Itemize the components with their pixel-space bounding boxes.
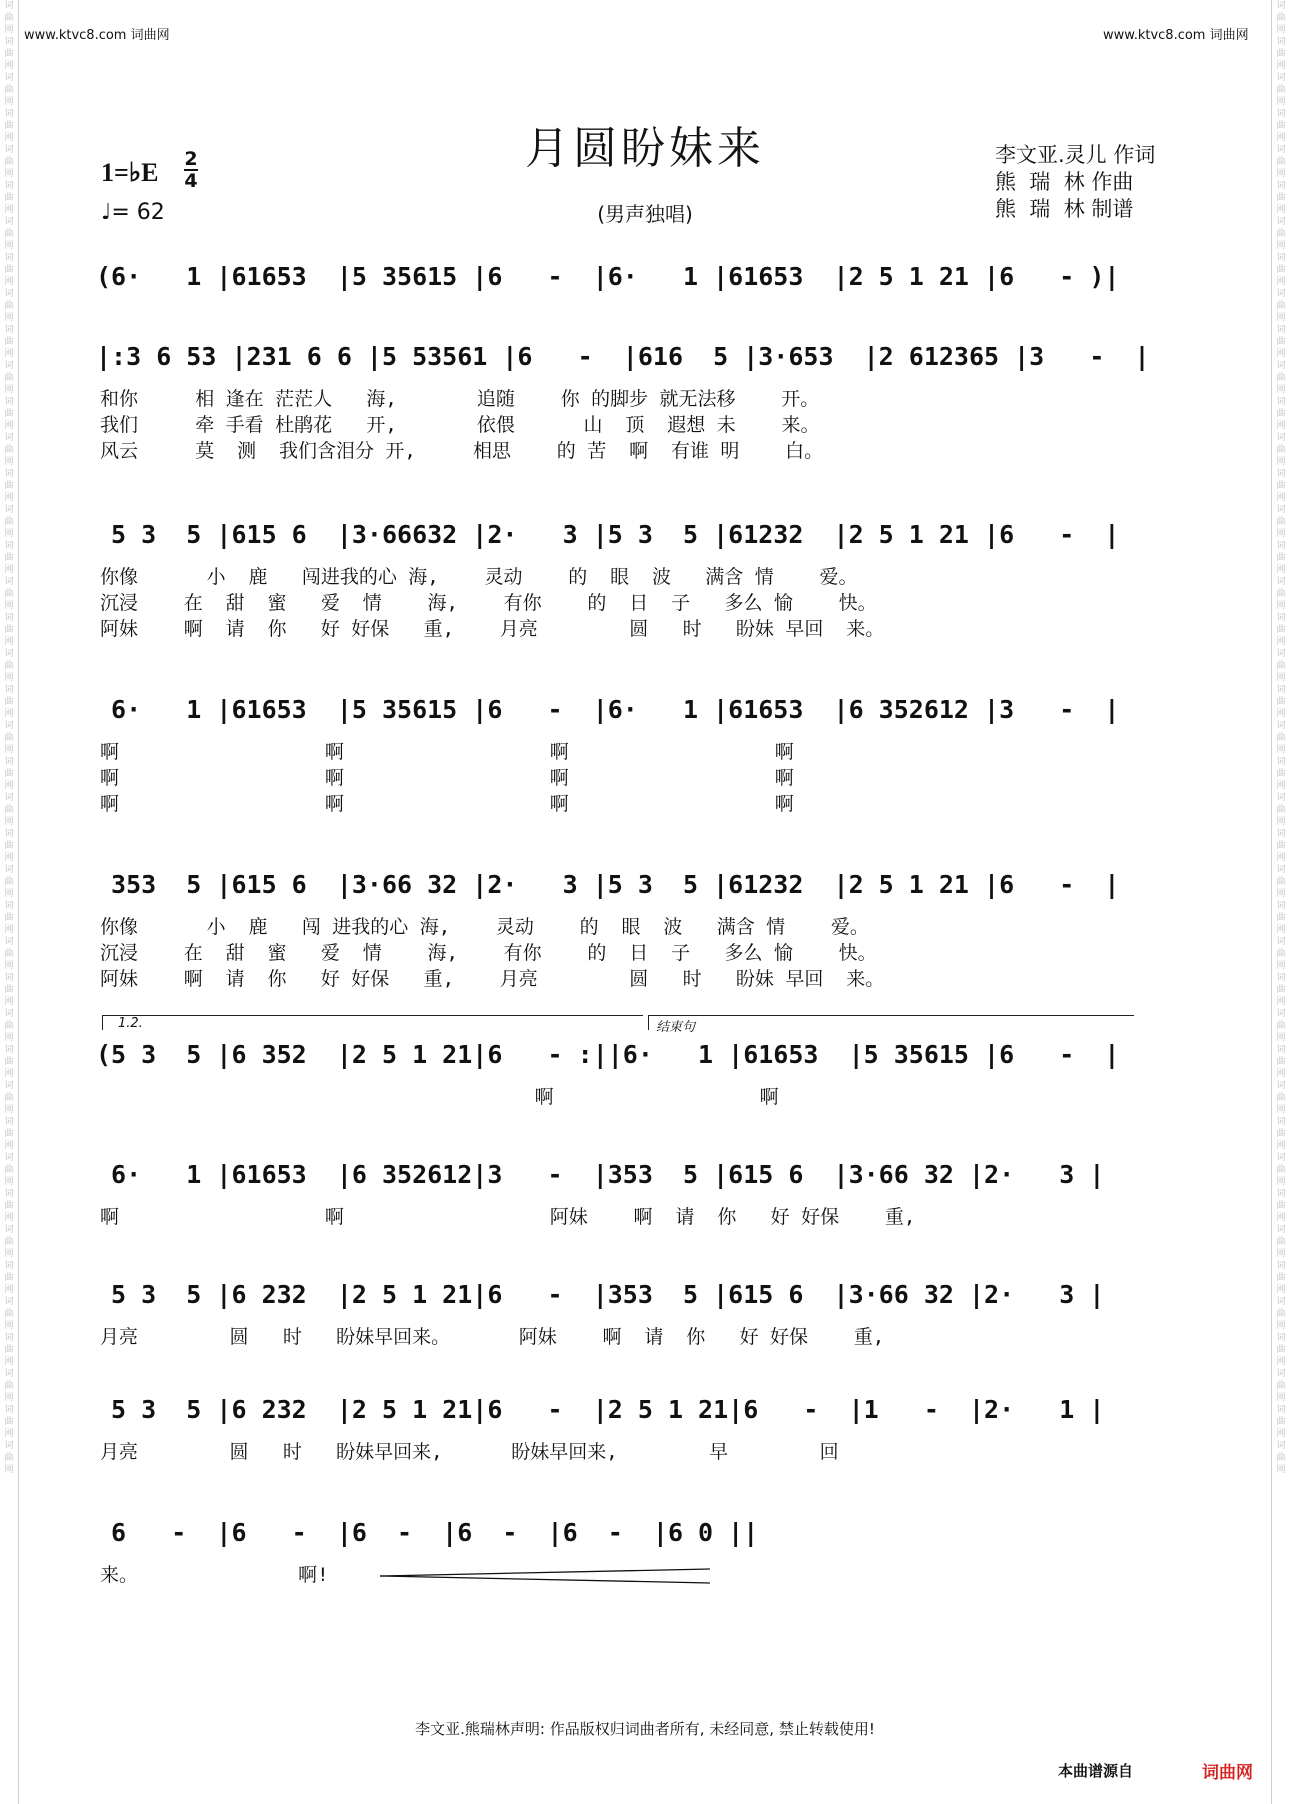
watermark-char: 词 xyxy=(1276,541,1286,551)
watermark-char: 网 xyxy=(4,817,14,827)
watermark-char: 曲 xyxy=(4,589,14,599)
site-url-left[interactable]: www.ktvc8.com 词曲网 xyxy=(24,28,170,43)
watermark-char: 曲 xyxy=(1276,1093,1286,1103)
copyright-note: 李文亚.熊瑞林声明: 作品版权归词曲者所有, 未经同意, 禁止转载使用! xyxy=(415,1720,875,1738)
watermark-char: 网 xyxy=(4,925,14,935)
watermark-char: 词 xyxy=(4,73,14,83)
watermark-char: 词 xyxy=(4,1297,14,1307)
watermark-char: 词 xyxy=(4,289,14,299)
watermark-char: 曲 xyxy=(1276,157,1286,167)
notation-line: 5 3 5 |6 232 |2 5 1 21|6 - |353 5 |615 6 |3·66 32 |2· 3 | xyxy=(96,1280,1105,1309)
watermark-char: 曲 xyxy=(4,445,14,455)
lyric-line: 和你 相 逢在 茫茫人 海, 追随 你 的脚步 就无法移 开。 xyxy=(100,388,820,410)
notation-line: |:3 6 53 |231 6 6 |5 53561 |6 - |616 5 |3·653 |2 612365 |3 - | xyxy=(96,342,1150,371)
watermark-char: 词 xyxy=(4,1369,14,1379)
watermark-char: 网 xyxy=(1276,1177,1286,1187)
watermark-char: 曲 xyxy=(4,157,14,167)
watermark-char: 网 xyxy=(4,1213,14,1223)
watermark-char: 网 xyxy=(1276,1069,1286,1079)
watermark-char: 曲 xyxy=(1276,805,1286,815)
watermark-char: 词 xyxy=(4,1117,14,1127)
watermark-char: 词 xyxy=(1276,721,1286,731)
watermark-char: 曲 xyxy=(1276,301,1286,311)
watermark-char: 词 xyxy=(1276,685,1286,695)
watermark-char: 网 xyxy=(1276,1105,1286,1115)
watermark-char: 网 xyxy=(4,97,14,107)
watermark-char: 词 xyxy=(4,1441,14,1451)
notation-line: 5 3 5 |615 6 |3·66632 |2· 3 |5 3 5 |61232 |2 5 1 21 |6 - | xyxy=(96,520,1120,549)
watermark-char: 曲 xyxy=(4,337,14,347)
watermark-char: 词 xyxy=(4,433,14,443)
watermark-char: 网 xyxy=(1276,205,1286,215)
watermark-char: 网 xyxy=(4,1069,14,1079)
watermark-char: 网 xyxy=(4,745,14,755)
watermark-char: 网 xyxy=(1276,781,1286,791)
watermark-char: 网 xyxy=(1276,673,1286,683)
watermark-char: 词 xyxy=(1276,865,1286,875)
watermark-char: 曲 xyxy=(1276,49,1286,59)
watermark-char: 词 xyxy=(1276,1189,1286,1199)
watermark-char: 网 xyxy=(1276,601,1286,611)
watermark-char: 词 xyxy=(1276,469,1286,479)
watermark-char: 网 xyxy=(4,1177,14,1187)
watermark-char: 网 xyxy=(4,457,14,467)
watermark-char: 曲 xyxy=(1276,1237,1286,1247)
watermark-char: 网 xyxy=(4,529,14,539)
lyric-line: 啊 啊 啊 啊 xyxy=(100,741,794,763)
watermark-char: 曲 xyxy=(4,1381,14,1391)
watermark-char: 词 xyxy=(4,361,14,371)
watermark-char: 网 xyxy=(1276,853,1286,863)
watermark-char: 词 xyxy=(4,109,14,119)
watermark-char: 网 xyxy=(1276,313,1286,323)
lyric-line: 来。 啊! xyxy=(100,1564,329,1586)
watermark-char: 网 xyxy=(4,493,14,503)
song-title: 月圆盼妹来 xyxy=(525,123,765,174)
watermark-char: 曲 xyxy=(4,409,14,419)
lyric-line: 月亮 圆 时 盼妹早回来, 盼妹早回来, 早 回 xyxy=(100,1441,839,1463)
watermark-char: 网 xyxy=(1276,241,1286,251)
watermark-char: 曲 xyxy=(1276,661,1286,671)
watermark-char: 曲 xyxy=(4,121,14,131)
watermark-char: 网 xyxy=(4,349,14,359)
watermark-char: 曲 xyxy=(1276,769,1286,779)
watermark-char: 曲 xyxy=(1276,1201,1286,1211)
song-subtitle: (男声独唱) xyxy=(597,202,693,226)
watermark-char: 词 xyxy=(4,253,14,263)
watermark-char: 曲 xyxy=(4,373,14,383)
watermark-char: 网 xyxy=(1276,493,1286,503)
watermark-char: 网 xyxy=(4,1249,14,1259)
watermark-char: 曲 xyxy=(1276,553,1286,563)
watermark-char: 曲 xyxy=(4,1057,14,1067)
watermark-char: 网 xyxy=(1276,457,1286,467)
watermark-char: 曲 xyxy=(4,517,14,527)
watermark-char: 词 xyxy=(1276,649,1286,659)
watermark-char: 词 xyxy=(1276,325,1286,335)
watermark-char: 曲 xyxy=(1276,409,1286,419)
credit-lyricist: 李文亚.灵儿 作词 xyxy=(995,143,1156,167)
time-signature-bottom: 4 xyxy=(184,170,198,192)
watermark-char: 网 xyxy=(1276,277,1286,287)
watermark-char: 网 xyxy=(4,673,14,683)
watermark-char: 词 xyxy=(1276,577,1286,587)
decrescendo-hairpin xyxy=(380,1566,710,1586)
watermark-char: 曲 xyxy=(4,265,14,275)
watermark-char: 曲 xyxy=(4,553,14,563)
watermark-char: 词 xyxy=(1276,1333,1286,1343)
watermark-char: 网 xyxy=(1276,1357,1286,1367)
watermark-char: 曲 xyxy=(4,985,14,995)
watermark-char: 曲 xyxy=(4,805,14,815)
watermark-char: 曲 xyxy=(4,1093,14,1103)
watermark-char: 词 xyxy=(4,1333,14,1343)
brand-logo[interactable]: 词曲网 xyxy=(1202,1763,1253,1783)
watermark-char: 网 xyxy=(1276,1285,1286,1295)
watermark-char: 词 xyxy=(4,397,14,407)
watermark-char: 词 xyxy=(1276,1441,1286,1451)
watermark-char: 曲 xyxy=(4,1309,14,1319)
left-watermark-strip xyxy=(1,0,17,1804)
lyric-line: 啊 啊 xyxy=(100,1086,779,1108)
watermark-char: 曲 xyxy=(1276,121,1286,131)
watermark-char: 网 xyxy=(4,565,14,575)
watermark-char: 网 xyxy=(1276,817,1286,827)
watermark-char: 词 xyxy=(4,217,14,227)
watermark-char: 词 xyxy=(1276,109,1286,119)
watermark-char: 曲 xyxy=(1276,733,1286,743)
watermark-char: 曲 xyxy=(4,733,14,743)
watermark-char: 网 xyxy=(4,1033,14,1043)
lyric-line: 你像 小 鹿 闯进我的心 海, 灵动 的 眼 波 满含 情 爱。 xyxy=(100,566,858,588)
watermark-char: 网 xyxy=(4,1285,14,1295)
watermark-char: 曲 xyxy=(4,481,14,491)
watermark-char: 网 xyxy=(4,169,14,179)
watermark-char: 词 xyxy=(4,145,14,155)
watermark-char: 曲 xyxy=(4,85,14,95)
watermark-char: 网 xyxy=(1276,1249,1286,1259)
watermark-char: 网 xyxy=(4,637,14,647)
watermark-char: 曲 xyxy=(4,625,14,635)
coda-label: 结束句 xyxy=(656,1020,696,1035)
watermark-char: 词 xyxy=(1276,1117,1286,1127)
watermark-char: 词 xyxy=(1276,829,1286,839)
watermark-char: 词 xyxy=(1276,1081,1286,1091)
watermark-char: 网 xyxy=(1276,1393,1286,1403)
watermark-char: 曲 xyxy=(1276,373,1286,383)
volta-label: 1.2. xyxy=(118,1016,143,1031)
watermark-char: 词 xyxy=(4,469,14,479)
watermark-char: 网 xyxy=(4,889,14,899)
watermark-char: 词 xyxy=(1276,181,1286,191)
credit-composer: 熊 瑞 林 作曲 xyxy=(995,170,1134,194)
watermark-char: 词 xyxy=(4,649,14,659)
credits xyxy=(995,142,1155,223)
watermark-char: 曲 xyxy=(1276,481,1286,491)
watermark-char: 词 xyxy=(1276,145,1286,155)
right-border-line xyxy=(1271,0,1272,1804)
watermark-char: 网 xyxy=(4,241,14,251)
watermark-char: 曲 xyxy=(1276,697,1286,707)
watermark-char: 网 xyxy=(1276,1033,1286,1043)
watermark-char: 词 xyxy=(4,1081,14,1091)
watermark-char: 词 xyxy=(1276,1405,1286,1415)
watermark-char: 网 xyxy=(4,277,14,287)
watermark-char: 词 xyxy=(1276,1,1286,11)
watermark-char: 曲 xyxy=(1276,1273,1286,1283)
watermark-char: 网 xyxy=(1276,1321,1286,1331)
watermark-char: 曲 xyxy=(4,949,14,959)
watermark-char: 曲 xyxy=(1276,625,1286,635)
watermark-char: 曲 xyxy=(1276,1129,1286,1139)
watermark-char: 词 xyxy=(1276,217,1286,227)
watermark-char: 网 xyxy=(1276,997,1286,1007)
lyric-line: 阿妹 啊 请 你 好 好保 重, 月亮 圆 时 盼妹 早回 来。 xyxy=(100,968,885,990)
notation-line: 5 3 5 |6 232 |2 5 1 21|6 - |2 5 1 21|6 - |1 - |2· 1 | xyxy=(96,1395,1105,1424)
volta-bracket xyxy=(102,1015,643,1030)
lyric-line: 啊 啊 阿妹 啊 请 你 好 好保 重, xyxy=(100,1206,916,1228)
watermark-char: 网 xyxy=(1276,133,1286,143)
watermark-char: 网 xyxy=(4,1393,14,1403)
watermark-char: 词 xyxy=(1276,253,1286,263)
watermark-char: 词 xyxy=(1276,937,1286,947)
watermark-char: 网 xyxy=(1276,637,1286,647)
time-signature xyxy=(184,150,198,190)
watermark-char: 曲 xyxy=(1276,1417,1286,1427)
watermark-char: 词 xyxy=(4,793,14,803)
watermark-char: 网 xyxy=(4,961,14,971)
watermark-char: 网 xyxy=(4,1141,14,1151)
watermark-char: 网 xyxy=(1276,169,1286,179)
watermark-char: 网 xyxy=(1276,421,1286,431)
source-label: 本曲谱源自 xyxy=(1058,1762,1134,1780)
watermark-char: 词 xyxy=(1276,397,1286,407)
watermark-char: 网 xyxy=(4,1357,14,1367)
watermark-char: 网 xyxy=(4,61,14,71)
watermark-char: 曲 xyxy=(1276,229,1286,239)
time-signature-top: 2 xyxy=(184,148,198,170)
watermark-char: 曲 xyxy=(1276,1057,1286,1067)
watermark-char: 网 xyxy=(1276,1141,1286,1151)
lyric-line: 沉浸 在 甜 蜜 爱 情 海, 有你 的 日 子 多么 愉 快。 xyxy=(100,592,877,614)
lyric-line: 啊 啊 啊 啊 xyxy=(100,793,794,815)
watermark-char: 曲 xyxy=(4,193,14,203)
watermark-char: 网 xyxy=(1276,1213,1286,1223)
watermark-char: 网 xyxy=(1276,565,1286,575)
watermark-char: 词 xyxy=(1276,433,1286,443)
watermark-char: 词 xyxy=(4,37,14,47)
watermark-char: 曲 xyxy=(1276,193,1286,203)
watermark-char: 词 xyxy=(4,577,14,587)
watermark-char: 网 xyxy=(4,1465,14,1475)
watermark-char: 网 xyxy=(4,853,14,863)
watermark-char: 词 xyxy=(1276,1261,1286,1271)
watermark-char: 词 xyxy=(1276,361,1286,371)
watermark-char: 曲 xyxy=(1276,841,1286,851)
watermark-char: 词 xyxy=(1276,37,1286,47)
lyric-line: 月亮 圆 时 盼妹早回来。 阿妹 啊 请 你 好 好保 重, xyxy=(100,1326,885,1348)
notation-line: (5 3 5 |6 352 |2 5 1 21|6 - :||6· 1 |61653 |5 35615 |6 - | xyxy=(96,1040,1120,1069)
watermark-char: 曲 xyxy=(1276,877,1286,887)
watermark-char: 网 xyxy=(4,781,14,791)
watermark-char: 词 xyxy=(4,973,14,983)
watermark-char: 词 xyxy=(4,541,14,551)
left-border-line xyxy=(18,0,19,1804)
tempo-marking: ♩= 62 xyxy=(101,200,165,225)
watermark-char: 曲 xyxy=(4,769,14,779)
watermark-char: 网 xyxy=(1276,709,1286,719)
watermark-char: 网 xyxy=(1276,745,1286,755)
watermark-char: 曲 xyxy=(4,1021,14,1031)
notation-line: 6· 1 |61653 |6 352612|3 - |353 5 |615 6 |3·66 32 |2· 3 | xyxy=(96,1160,1105,1189)
watermark-char: 曲 xyxy=(4,697,14,707)
watermark-char: 词 xyxy=(1276,1153,1286,1163)
watermark-char: 曲 xyxy=(4,1201,14,1211)
watermark-char: 词 xyxy=(4,505,14,515)
site-url-right[interactable]: www.ktvc8.com 词曲网 xyxy=(1103,28,1249,43)
watermark-char: 词 xyxy=(1276,901,1286,911)
watermark-char: 曲 xyxy=(4,1453,14,1463)
watermark-char: 网 xyxy=(4,1429,14,1439)
watermark-char: 网 xyxy=(4,709,14,719)
watermark-char: 曲 xyxy=(4,1237,14,1247)
watermark-char: 曲 xyxy=(1276,517,1286,527)
credit-arranger: 熊 瑞 林 制谱 xyxy=(995,197,1134,221)
watermark-char: 曲 xyxy=(1276,913,1286,923)
watermark-char: 曲 xyxy=(4,229,14,239)
watermark-char: 词 xyxy=(1276,73,1286,83)
watermark-char: 网 xyxy=(1276,349,1286,359)
watermark-char: 曲 xyxy=(1276,985,1286,995)
watermark-char: 曲 xyxy=(4,1129,14,1139)
lyric-line: 阿妹 啊 请 你 好 好保 重, 月亮 圆 时 盼妹 早回 来。 xyxy=(100,618,885,640)
right-watermark-strip xyxy=(1273,0,1289,1804)
watermark-char: 词 xyxy=(4,757,14,767)
watermark-char: 词 xyxy=(1276,1369,1286,1379)
watermark-char: 词 xyxy=(4,829,14,839)
watermark-char: 词 xyxy=(4,937,14,947)
watermark-char: 词 xyxy=(1276,613,1286,623)
lyric-line: 我们 牵 手看 杜鹃花 开, 依偎 山 顶 遐想 未 来。 xyxy=(100,414,820,436)
watermark-char: 曲 xyxy=(4,301,14,311)
watermark-char: 词 xyxy=(1276,1297,1286,1307)
notation-line: 6· 1 |61653 |5 35615 |6 - |6· 1 |61653 |6 352612 |3 - | xyxy=(96,695,1120,724)
watermark-char: 曲 xyxy=(4,1273,14,1283)
watermark-char: 词 xyxy=(1276,793,1286,803)
watermark-char: 词 xyxy=(4,1405,14,1415)
watermark-char: 词 xyxy=(4,1225,14,1235)
watermark-char: 网 xyxy=(1276,61,1286,71)
watermark-char: 词 xyxy=(4,1153,14,1163)
watermark-char: 词 xyxy=(4,1,14,11)
watermark-char: 词 xyxy=(4,1189,14,1199)
watermark-char: 词 xyxy=(4,1045,14,1055)
watermark-char: 词 xyxy=(1276,289,1286,299)
watermark-char: 网 xyxy=(1276,1465,1286,1475)
watermark-char: 网 xyxy=(4,1105,14,1115)
watermark-char: 网 xyxy=(1276,889,1286,899)
watermark-char: 曲 xyxy=(1276,589,1286,599)
watermark-char: 曲 xyxy=(4,841,14,851)
watermark-char: 网 xyxy=(4,133,14,143)
coda-bracket xyxy=(648,1015,1134,1030)
watermark-char: 曲 xyxy=(1276,1453,1286,1463)
watermark-char: 网 xyxy=(4,601,14,611)
watermark-char: 词 xyxy=(4,181,14,191)
watermark-char: 词 xyxy=(4,1261,14,1271)
watermark-char: 网 xyxy=(1276,925,1286,935)
watermark-char: 网 xyxy=(1276,385,1286,395)
watermark-char: 曲 xyxy=(1276,445,1286,455)
watermark-char: 曲 xyxy=(1276,13,1286,23)
watermark-char: 词 xyxy=(1276,757,1286,767)
watermark-char: 曲 xyxy=(1276,949,1286,959)
watermark-char: 网 xyxy=(4,25,14,35)
watermark-char: 曲 xyxy=(4,13,14,23)
notation-line: (6· 1 |61653 |5 35615 |6 - |6· 1 |61653 |2 5 1 21 |6 - )| xyxy=(96,262,1120,291)
watermark-char: 网 xyxy=(1276,529,1286,539)
lyric-line: 啊 啊 啊 啊 xyxy=(100,767,794,789)
lyric-line: 风云 莫 测 我们含泪分 开, 相思 的 苦 啊 有谁 明 白。 xyxy=(100,440,824,462)
notation-line: 353 5 |615 6 |3·66 32 |2· 3 |5 3 5 |61232 |2 5 1 21 |6 - | xyxy=(96,870,1120,899)
watermark-char: 网 xyxy=(1276,97,1286,107)
watermark-char: 词 xyxy=(4,325,14,335)
watermark-char: 曲 xyxy=(1276,337,1286,347)
watermark-char: 网 xyxy=(1276,961,1286,971)
watermark-char: 词 xyxy=(4,901,14,911)
watermark-char: 网 xyxy=(1276,1429,1286,1439)
watermark-char: 曲 xyxy=(4,661,14,671)
watermark-char: 词 xyxy=(1276,505,1286,515)
watermark-char: 曲 xyxy=(4,49,14,59)
watermark-char: 曲 xyxy=(1276,1165,1286,1175)
watermark-char: 曲 xyxy=(1276,1381,1286,1391)
watermark-char: 词 xyxy=(4,613,14,623)
watermark-char: 网 xyxy=(4,385,14,395)
watermark-char: 曲 xyxy=(1276,1021,1286,1031)
lyric-line: 你像 小 鹿 闯 进我的心 海, 灵动 的 眼 波 满含 情 爱。 xyxy=(100,916,869,938)
watermark-char: 词 xyxy=(1276,973,1286,983)
watermark-char: 词 xyxy=(1276,1225,1286,1235)
notation-line: 6 - |6 - |6 - |6 - |6 - |6 0 || xyxy=(96,1518,759,1547)
watermark-char: 网 xyxy=(4,421,14,431)
watermark-char: 曲 xyxy=(4,1345,14,1355)
watermark-char: 网 xyxy=(4,313,14,323)
watermark-char: 曲 xyxy=(1276,1309,1286,1319)
watermark-char: 词 xyxy=(4,1009,14,1019)
watermark-char: 词 xyxy=(4,865,14,875)
key-signature: 1=♭E xyxy=(101,158,159,187)
watermark-char: 曲 xyxy=(4,913,14,923)
watermark-char: 词 xyxy=(4,685,14,695)
watermark-char: 曲 xyxy=(1276,85,1286,95)
watermark-char: 词 xyxy=(1276,1045,1286,1055)
watermark-char: 网 xyxy=(4,997,14,1007)
watermark-char: 曲 xyxy=(1276,1345,1286,1355)
lyric-line: 沉浸 在 甜 蜜 爱 情 海, 有你 的 日 子 多么 愉 快。 xyxy=(100,942,877,964)
watermark-char: 网 xyxy=(4,1321,14,1331)
watermark-char: 曲 xyxy=(4,877,14,887)
watermark-char: 曲 xyxy=(4,1165,14,1175)
watermark-char: 词 xyxy=(1276,1009,1286,1019)
watermark-char: 曲 xyxy=(4,1417,14,1427)
watermark-char: 网 xyxy=(4,205,14,215)
watermark-char: 词 xyxy=(4,721,14,731)
watermark-char: 网 xyxy=(1276,25,1286,35)
watermark-char: 曲 xyxy=(1276,265,1286,275)
